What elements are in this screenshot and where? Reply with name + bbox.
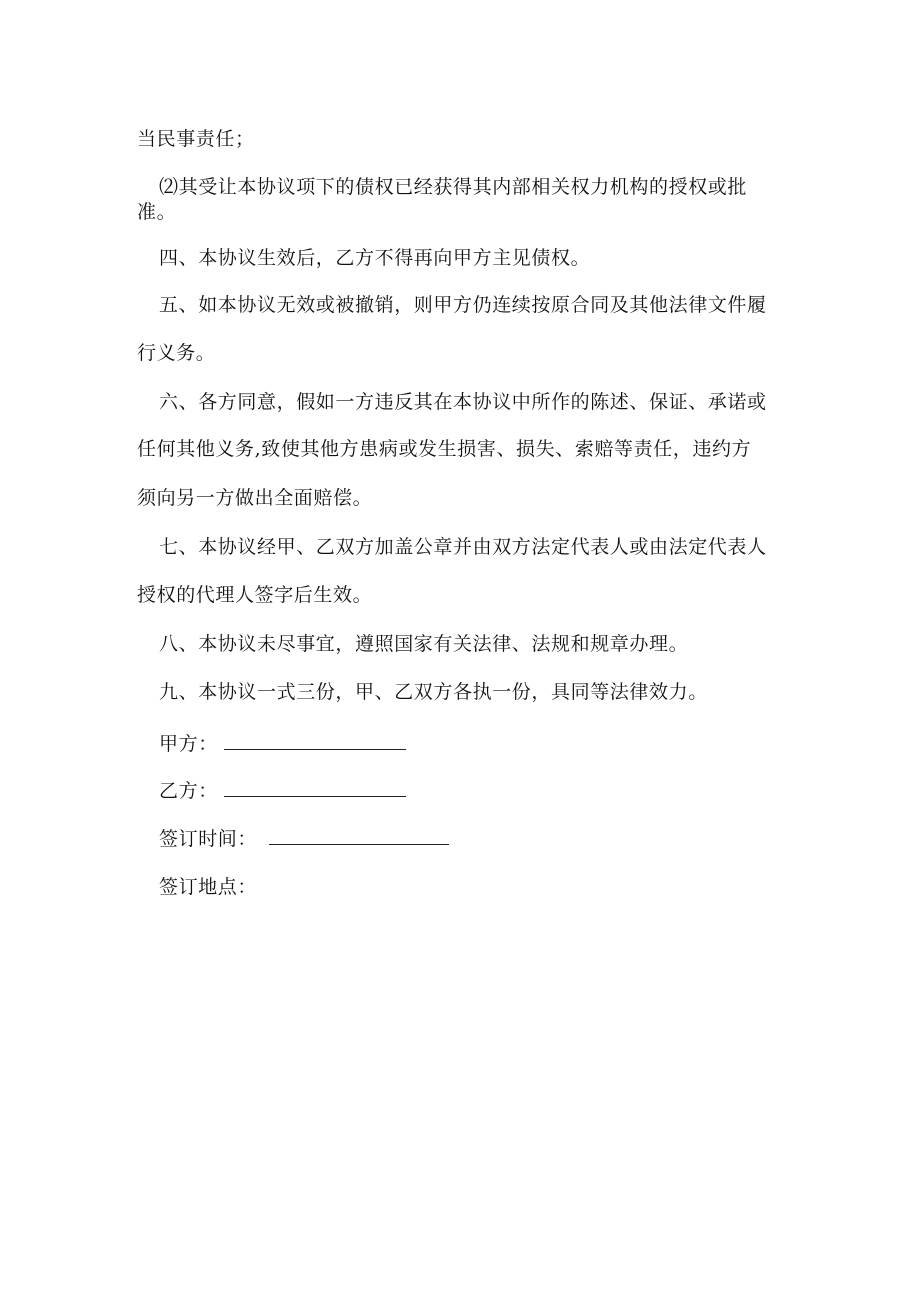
paragraph-line: 六、各方同意，假如一方违反其在本协议中所作的陈述、保证、承诺或 bbox=[159, 391, 767, 413]
signing-place-row bbox=[159, 875, 257, 899]
paragraph-line: 九、本协议一式三份，甲、乙双方各执一份，具同等法律效力。 bbox=[159, 681, 708, 703]
paragraph-line: 八、本协议未尽事宜，遵照国家有关法律、法规和规章办理。 bbox=[159, 633, 689, 655]
paragraph-line: 任何其他义务,致使其他方患病或发生损害、损失、索赔等责任，违约方 bbox=[137, 438, 752, 460]
party-b-signature-row bbox=[159, 778, 406, 803]
paragraph-line: 五、如本协议无效或被撤销，则甲方仍连续按原合同及其他法律文件履 bbox=[159, 294, 767, 316]
party-a-label: 甲方： bbox=[159, 733, 218, 755]
party-b-label: 乙方： bbox=[159, 780, 218, 802]
party-a-signature-row bbox=[159, 731, 406, 756]
party-b-signature-blank[interactable] bbox=[224, 778, 406, 797]
party-a-signature-blank[interactable] bbox=[224, 731, 406, 750]
paragraph-line: 授权的代理人签字后生效。 bbox=[137, 584, 373, 606]
signing-place-label: 签订地点： bbox=[159, 876, 258, 898]
paragraph-line: ⑵其受让本协议项下的债权已经获得其内部相关权力机构的授权或批 bbox=[159, 176, 748, 198]
signing-date-label: 签订时间： bbox=[159, 828, 258, 850]
paragraph-line: 准。 bbox=[137, 201, 177, 223]
paragraph-line: 行义务。 bbox=[137, 342, 216, 364]
signing-date-row bbox=[159, 826, 449, 851]
paragraph-line: 当民事责任； bbox=[137, 128, 255, 150]
signing-date-blank[interactable] bbox=[269, 826, 449, 845]
paragraph-line: 须向另一方做出全面赔偿。 bbox=[137, 487, 373, 509]
paragraph-line: 七、本协议经甲、乙双方加盖公章并由双方法定代表人或由法定代表人 bbox=[159, 536, 767, 558]
paragraph-line: 四、本协议生效后，乙方不得再向甲方主见债权。 bbox=[159, 247, 591, 269]
